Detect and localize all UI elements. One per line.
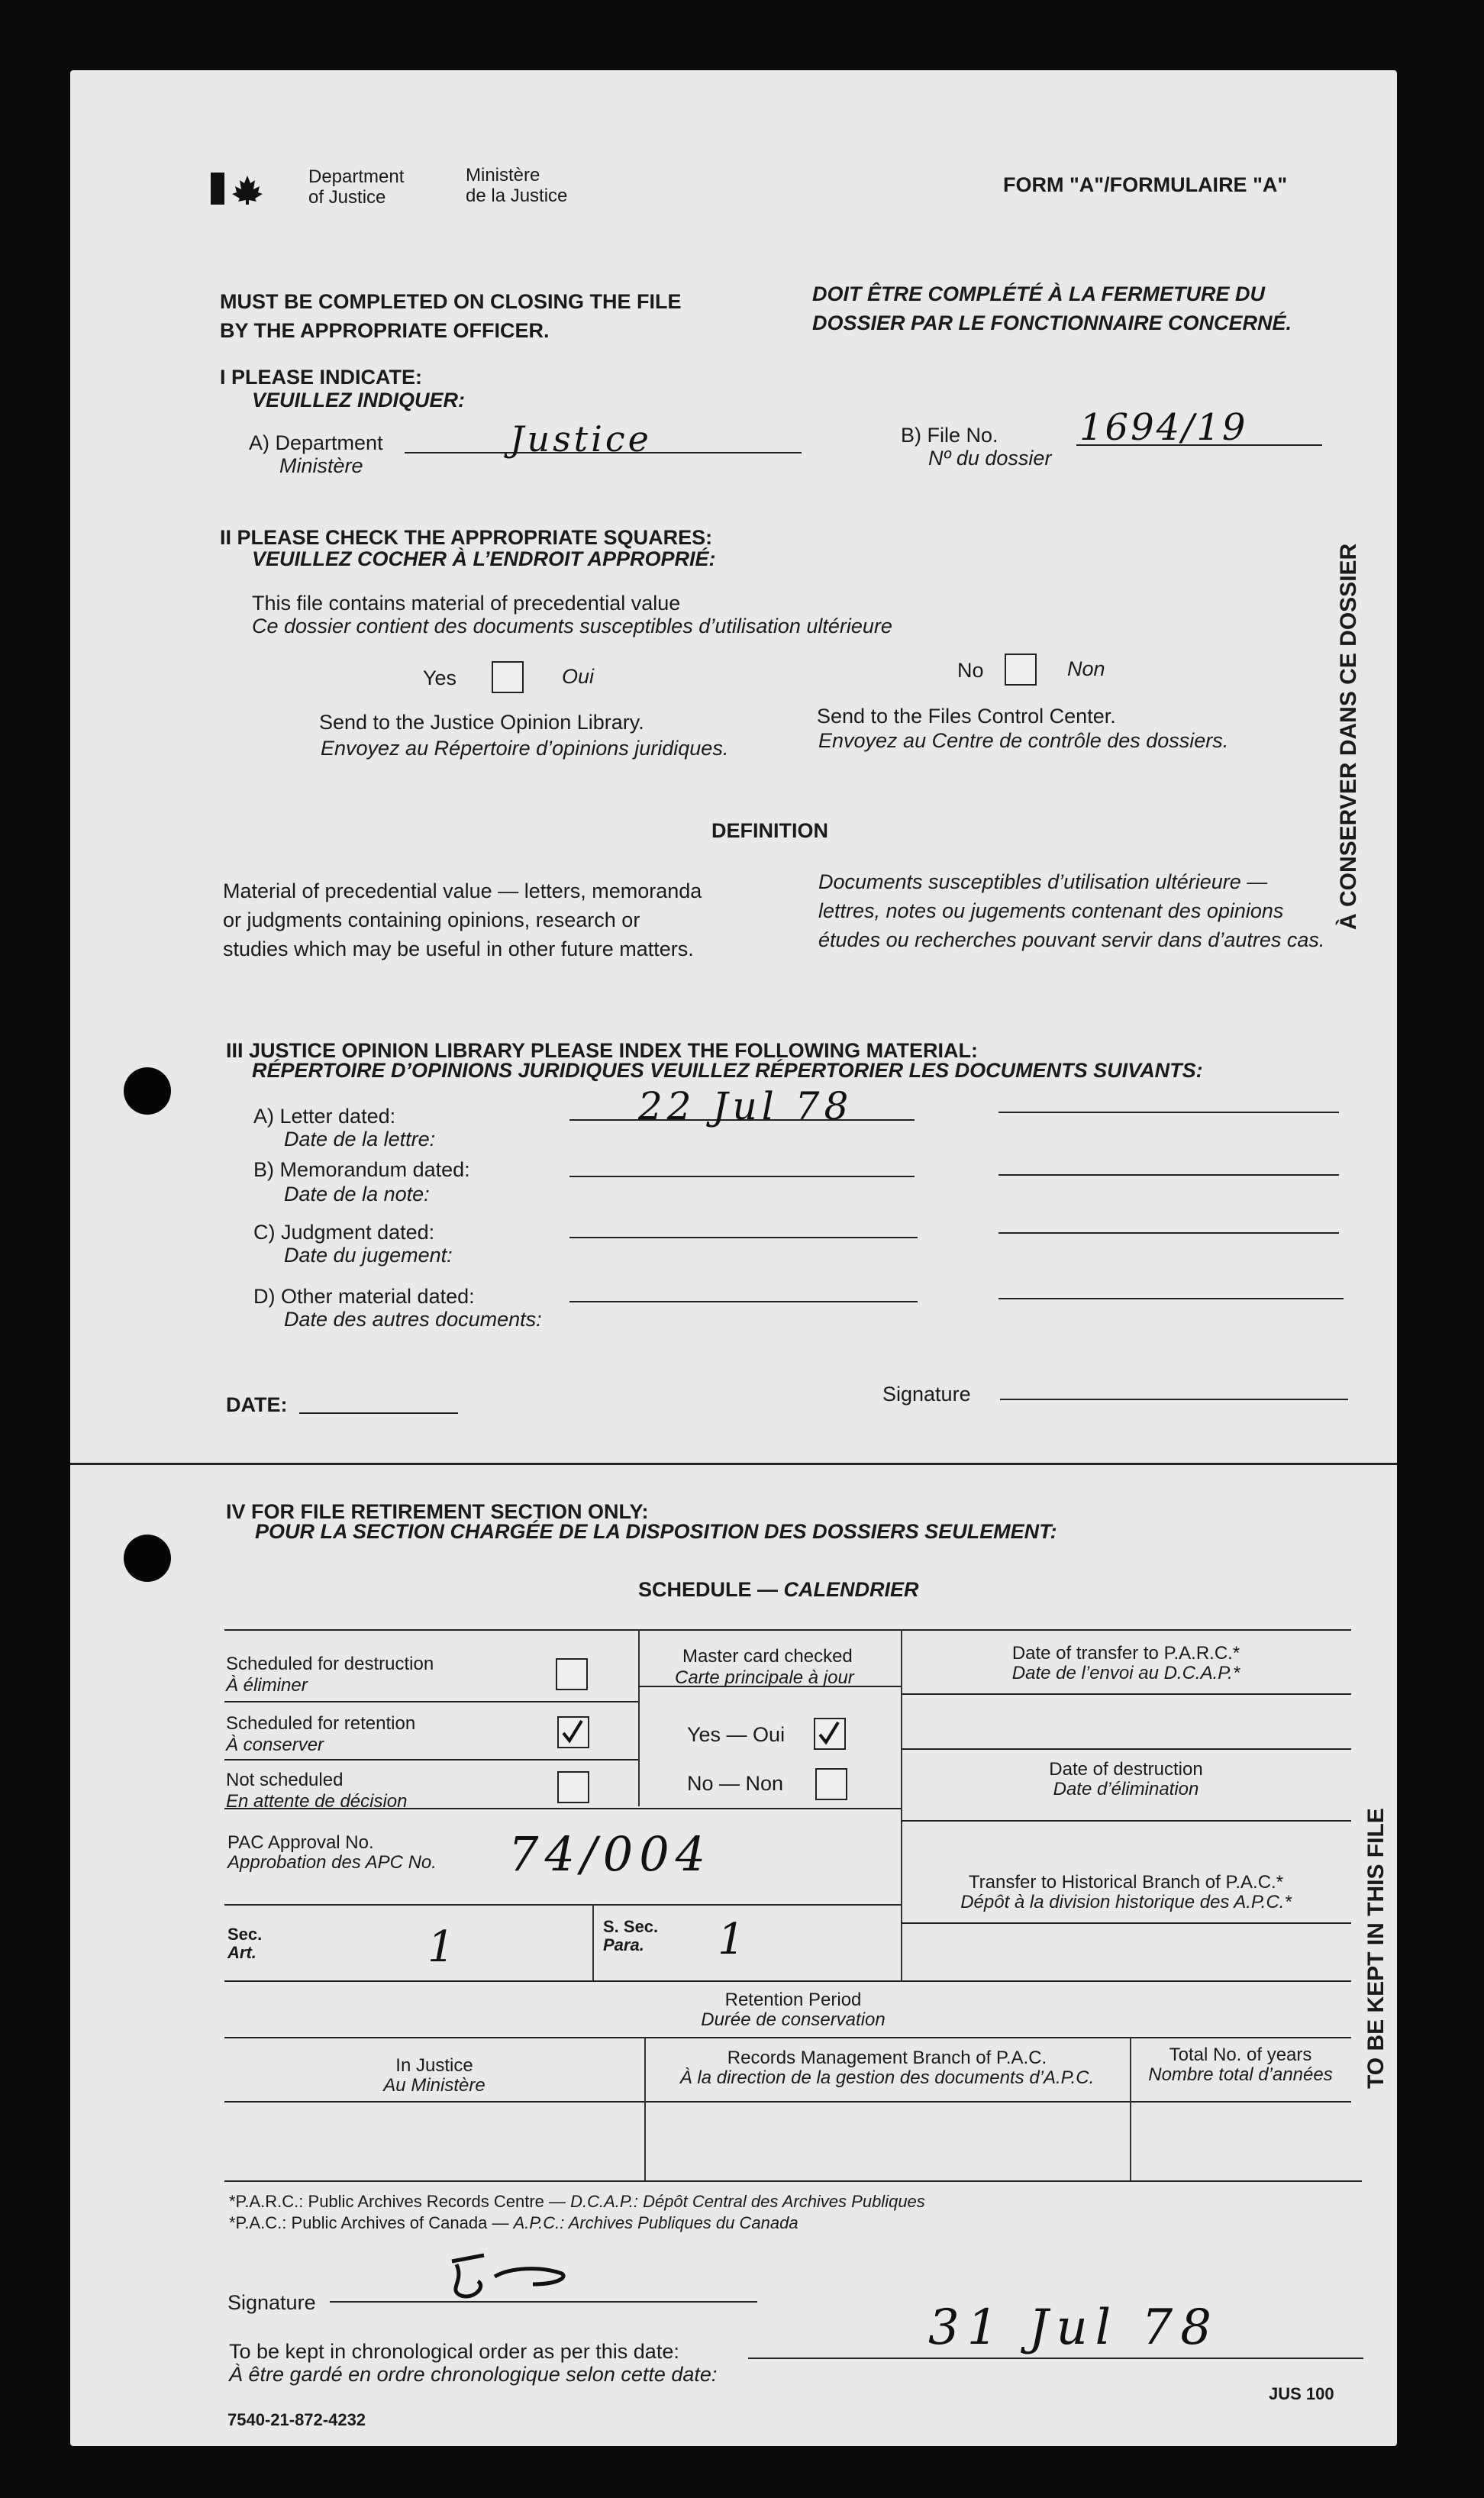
definition-title: DEFINITION [711,819,828,842]
memo-date-line [569,1176,915,1177]
yes-oui-text: Yes — Oui [687,1723,786,1746]
intro-fr: DOIT ÊTRE COMPLÉTÉ À LA FERMETURE DU DOSSIER PAR LE FONCTIONNAIRE CONCERNÉ. [812,282,1292,334]
schedule-title-en: SCHEDULE — [638,1578,784,1601]
definition-fr: Documents susceptibles d’utilisation ultérieure — lettres, notes ou jugements contenant des opinions études ou recherches pouvant servir dans d’autres cas. [818,870,1325,951]
schedule-title-fr: CALENDRIER [783,1578,919,1601]
sched-destruction-en: Scheduled for destruction [226,1654,434,1674]
chrono-date-value: 31 Jul 78 [928,2300,1219,2356]
retention-period-fr: Durée de conservation [701,2009,886,2030]
yes-checkbox[interactable] [492,661,524,693]
retention-row-line [224,2037,1351,2038]
yes-label: Yes [423,666,457,689]
retention-checkbox[interactable] [557,1716,589,1748]
chrono-fr: À être gardé en ordre chronologique selon cette date: [229,2363,718,2386]
section2-heading-en: II PLEASE CHECK THE APPROPRIATE SQUARES: [220,526,713,549]
retention-period-en: Retention Period [724,1990,862,2010]
non-label: Non [1067,657,1105,680]
ssec-value: 1 [718,1915,745,1964]
intro-en: MUST BE COMPLETED ON CLOSING THE FILE BY THE APPROPRIATE OFFICER. [220,290,682,342]
col3-row-line-1 [901,1693,1351,1695]
other-date-line [569,1301,918,1302]
letter-date-line-2 [998,1112,1339,1113]
memo-date-line-2 [998,1174,1339,1176]
in-justice-fr: Au Ministère [383,2075,486,2096]
other-dated-en: D) Other material dated: [253,1285,475,1308]
precedential-line-fr: Ce dossier contient des documents susceptibles d’utilisation ultérieure [252,615,892,637]
records-mgmt-fr: À la direction de la gestion des documents d’A.P.C. [679,2067,1095,2088]
checkmark-icon [815,1719,844,1748]
footnote-pac [229,2211,798,2235]
memorandum-dated-en: B) Memorandum dated: [253,1158,470,1181]
ssec-label-en: S. Sec. [603,1917,659,1936]
chrono-en: To be kept in chronological order as per this date: [229,2340,679,2363]
master-yes-checkbox[interactable] [814,1718,846,1750]
checkmark-icon [559,1718,588,1747]
col1-row-line-1 [224,1701,638,1702]
col3-row-line-2 [901,1748,1351,1750]
form-code-right: JUS 100 [1269,2384,1334,2403]
total-years-fr: Nombre total d’années [1148,2064,1333,2085]
section2-heading-fr: VEUILLEZ COCHER À L’ENDROIT APPROPRIÉ: [252,547,716,570]
master-card-fr: Carte principale à jour [675,1667,854,1688]
definition-en: Material of precedential value — letters, memoranda or judgments containing opinions, research or studies which may be useful in other future matters. [223,879,702,960]
destruction-checkbox[interactable] [556,1658,588,1690]
oui-label: Oui [562,665,595,688]
section4-heading-en: IV FOR FILE RETIREMENT SECTION ONLY: [226,1500,649,1523]
footnote-parc-fr: D.C.A.P.: Dépôt Central des Archives Publiques [570,2192,925,2211]
precedential-line-en: This file contains material of precedential value [252,592,681,615]
letter-dated-en: A) Letter dated: [253,1105,396,1128]
form-code-left: 7540-21-872-4232 [227,2410,366,2429]
pac-approval-en: PAC Approval No. [227,1832,374,1853]
historical-branch-fr: Dépôt à la division historique des A.P.C.* [960,1892,1292,1912]
letter-dated-fr: Date de la lettre: [284,1128,436,1151]
signature-label-s4: Signature [227,2291,316,2314]
side-text-keep-fr: À CONSERVER DANS CE DOSSIER [1336,543,1361,930]
date-label: DATE: [226,1393,288,1416]
section3-heading-fr: RÉPERTOIRE D’OPINIONS JURIDIQUES VEUILLEZ RÉPERTORIER LES DOCUMENTS SUIVANTS: [252,1059,1203,1082]
department-value: Justice [510,418,652,460]
destruction-date-fr: Date d’élimination [1053,1779,1199,1799]
section1-heading-fr: VEUILLEZ INDIQUER: [252,389,466,411]
signature-line-s3 [1000,1399,1348,1400]
file-no-label-en: B) File No. [901,424,998,447]
transfer-parc-en: Date of transfer to P.A.R.C.* [1011,1643,1240,1664]
sec-divider [592,1904,594,1980]
binder-hole-top [124,1067,171,1115]
sched-retention-fr: À conserver [226,1735,324,1755]
send-no-fr: Envoyez au Centre de contrôle des dossiers. [818,729,1229,752]
judgment-date-line-2 [998,1232,1339,1234]
total-years-en: Total No. of years [1169,2045,1312,2065]
send-no-en: Send to the Files Control Center. [817,705,1116,728]
sched-retention-en: Scheduled for retention [226,1713,416,1734]
side-text-keep-en: TO BE KEPT IN THIS FILE [1363,1808,1389,2089]
section4-heading-fr: POUR LA SECTION CHARGÉE DE LA DISPOSITION DES DOSSIERS SEULEMENT: [255,1520,1057,1543]
sec-label-en: Sec. [227,1925,263,1944]
no-label: No [957,659,984,682]
file-no-label-fr: Nº du dossier [928,447,1052,470]
department-label-en: A) Department [249,431,383,454]
letter-date-value: 22 Jul 78 [638,1084,853,1128]
fold-line [70,1463,1397,1465]
chrono-date-line [748,2358,1363,2359]
section3-heading-en: III JUSTICE OPINION LIBRARY PLEASE INDEX THE FOLLOWING MATERIAL: [226,1039,979,1062]
col3-row-line-4 [901,1922,1351,1924]
judgment-dated-en: C) Judgment dated: [253,1221,435,1244]
no-non-label: No — Non [687,1772,784,1795]
col1-row-line-2 [224,1759,638,1761]
dept-name-en: Department of Justice [308,166,405,208]
signature-label-s3: Signature [882,1383,971,1406]
transfer-parc-fr: Date de l’envoi au D.C.A.P.* [1011,1663,1240,1683]
form-id: FORM "A"/FORMULAIRE "A" [1003,173,1288,196]
sec-value: 1 [427,1922,455,1972]
col3-row-line-3 [901,1820,1351,1822]
not-scheduled-fr: En attente de décision [226,1791,408,1812]
ssec-label-fr: Para. [603,1935,644,1954]
destruction-date-en: Date of destruction [1049,1759,1203,1780]
canada-flag-icon [211,171,272,206]
footnote-pac-en: *P.A.C.: Public Archives of Canada — [229,2213,514,2232]
schedule-title [638,1577,919,1602]
binder-hole-bottom [124,1535,171,1582]
table-bottom-line [224,2180,1362,2182]
judgment-date-line [569,1237,918,1238]
date-field-line [299,1412,458,1414]
handwritten-signature [441,2251,579,2312]
judgment-dated-fr: Date du jugement: [284,1244,453,1267]
send-yes-en: Send to the Justice Opinion Library. [319,711,644,734]
not-scheduled-checkbox[interactable] [557,1771,589,1803]
no-checkbox[interactable] [1005,654,1037,686]
table-top-line [224,1629,1351,1631]
footnote-parc-en: *P.A.R.C.: Public Archives Records Centre — [229,2192,571,2211]
master-no-checkbox[interactable] [815,1768,847,1800]
other-dated-fr: Date des autres documents: [284,1308,542,1331]
section1-heading-en: I PLEASE INDICATE: [220,366,423,389]
memorandum-dated-fr: Date de la note: [284,1183,430,1205]
other-date-line-2 [998,1298,1344,1299]
table-col-divider-1 [638,1629,640,1806]
records-mgmt-en: Records Management Branch of P.A.C. [727,2048,1047,2068]
sec-row-line [224,1980,1351,1982]
master-card-en: Master card checked [682,1646,853,1667]
pac-approval-fr: Approbation des APC No. [227,1852,437,1873]
retention-header-line [224,2101,1351,2103]
sched-destruction-fr: À éliminer [226,1675,308,1696]
pac-row-line [224,1904,901,1906]
yes-oui-label [687,1722,785,1747]
dept-name-fr: Ministère de la Justice [466,165,568,206]
sec-label-fr: Art. [227,1943,256,1962]
in-justice-en: In Justice [395,2055,473,2076]
department-label-fr: Ministère [279,454,363,477]
file-no-value: 1694/19 [1079,406,1248,449]
send-yes-fr: Envoyez au Répertoire d’opinions juridiques. [321,737,729,760]
not-scheduled-en: Not scheduled [226,1770,344,1790]
footnote-pac-fr: A.P.C.: Archives Publiques du Canada [513,2213,798,2232]
pac-approval-value: 74/004 [508,1826,712,1882]
historical-branch-en: Transfer to Historical Branch of P.A.C.* [968,1872,1284,1893]
